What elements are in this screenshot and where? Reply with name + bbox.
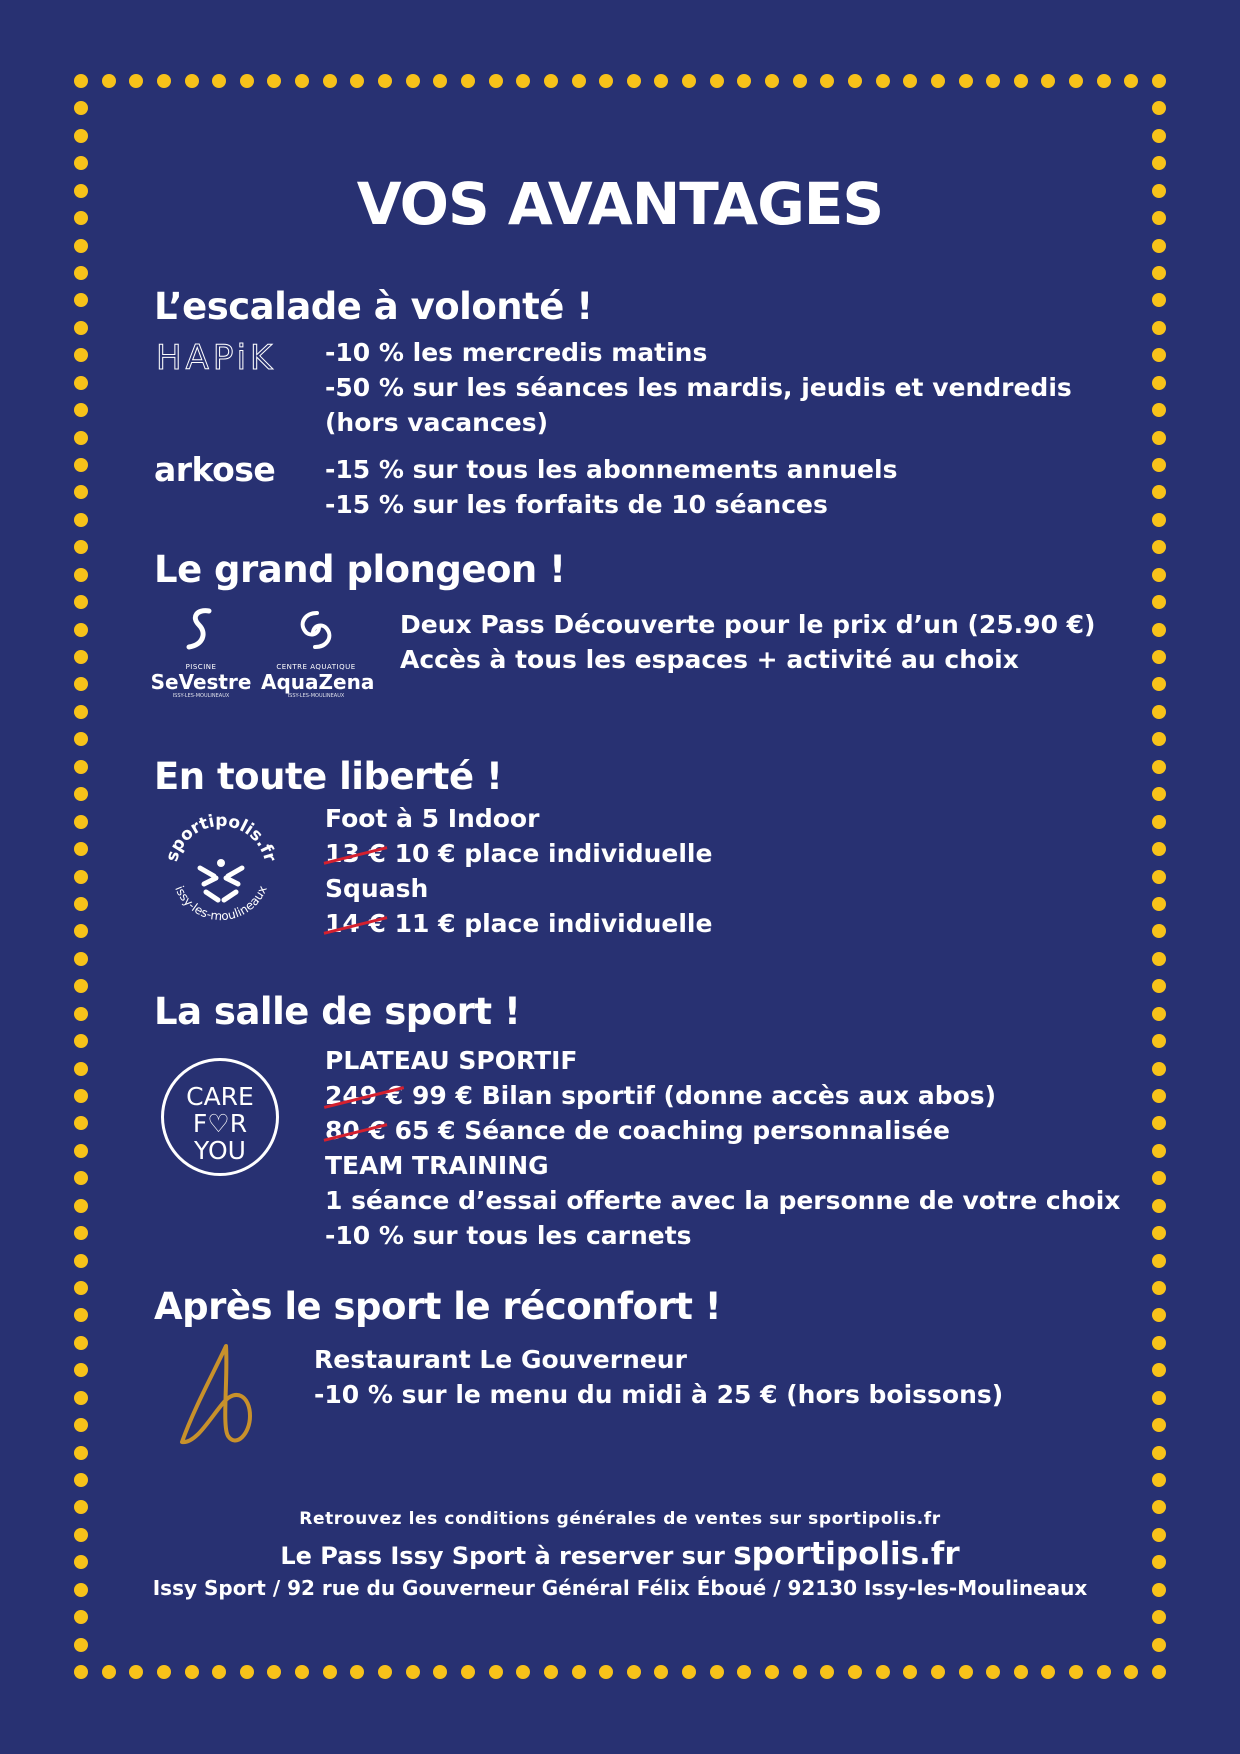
border-dot	[848, 74, 862, 88]
sportipolis-logo-top: sportipolis.fr	[162, 810, 280, 865]
border-dot	[129, 1665, 143, 1679]
border-dot	[74, 650, 88, 664]
border-dot	[461, 1665, 475, 1679]
border-dot	[1152, 129, 1166, 143]
border-dot	[765, 74, 779, 88]
bilan-line	[325, 1078, 1120, 1113]
border-dot	[74, 129, 88, 143]
squash-new-price: 11 € place individuelle	[394, 909, 713, 938]
border-dot	[1152, 458, 1166, 472]
border-dot	[1152, 1171, 1166, 1185]
arkose-logo: arkose	[154, 450, 276, 489]
border-dot	[74, 1171, 88, 1185]
page-title: VOS AVANTAGES	[356, 170, 884, 238]
border-dot	[599, 74, 613, 88]
gym-offers	[325, 1043, 1120, 1253]
border-dot	[627, 74, 641, 88]
border-dot	[74, 1281, 88, 1295]
border-dot	[74, 1391, 88, 1405]
border-dot	[74, 595, 88, 609]
conditions-text: Retrouvez les conditions générales de ventes sur sportipolis.fr	[299, 1509, 941, 1529]
arkose-offer-line: -15 % sur les forfaits de 10 séances	[325, 490, 828, 519]
pool-offer-line: Accès à tous les espaces + activité au choix	[400, 645, 1019, 674]
border-dot	[74, 760, 88, 774]
border-dot	[74, 1665, 88, 1679]
border-dot	[74, 293, 88, 307]
border-dot	[240, 74, 254, 88]
svg-text:issy-les-moulineaux	[172, 884, 270, 924]
border-dot	[1152, 1034, 1166, 1048]
care-for-you-logo-line: F♡R	[192, 1109, 248, 1138]
border-dot	[1152, 1308, 1166, 1322]
border-dot	[765, 1665, 779, 1679]
border-dot	[74, 540, 88, 554]
border-dot	[74, 1062, 88, 1076]
border-dot	[212, 74, 226, 88]
border-dot	[544, 1665, 558, 1679]
border-dot	[74, 376, 88, 390]
border-dot	[74, 1308, 88, 1322]
border-dot	[185, 74, 199, 88]
border-dot	[378, 1665, 392, 1679]
border-dot	[931, 1665, 945, 1679]
border-dot	[1152, 376, 1166, 390]
border-dot	[848, 1665, 862, 1679]
border-dot	[74, 705, 88, 719]
border-dot	[1152, 760, 1166, 774]
border-dot	[1152, 897, 1166, 911]
hapik-offers	[325, 335, 1072, 440]
restaurant-glyph-icon	[170, 1338, 270, 1458]
border-dot	[959, 1665, 973, 1679]
border-dot	[74, 979, 88, 993]
border-dot	[1152, 1144, 1166, 1158]
border-dot	[959, 74, 973, 88]
border-dot	[654, 74, 668, 88]
border-dot	[1152, 1116, 1166, 1130]
border-dot	[820, 1665, 834, 1679]
border-dot	[406, 1665, 420, 1679]
pool-offer-line: Deux Pass Découverte pour le prix d’un (25.90 €)	[400, 610, 1096, 639]
arkose-offer-line: -15 % sur tous les abonnements annuels	[325, 455, 898, 484]
border-dot	[544, 74, 558, 88]
border-dot	[74, 239, 88, 253]
freedom-offers	[325, 801, 712, 941]
border-dot	[1152, 1254, 1166, 1268]
border-dot	[1152, 293, 1166, 307]
sportipolis-figure-icon	[200, 859, 242, 900]
border-dot	[74, 623, 88, 637]
border-dot	[323, 1665, 337, 1679]
border-dot	[1152, 321, 1166, 335]
border-dot	[1152, 485, 1166, 499]
border-dot	[74, 266, 88, 280]
border-dot	[1152, 1336, 1166, 1350]
border-dot	[1152, 74, 1166, 88]
border-dot	[572, 1665, 586, 1679]
hapik-offer-line: -10 % les mercredis matins	[325, 338, 708, 367]
team-line: 1 séance d’essai offerte avec la personne de votre choix	[325, 1186, 1121, 1215]
care-for-you-logo-line: YOU	[194, 1136, 246, 1165]
border-dot	[599, 1665, 613, 1679]
border-dot	[682, 74, 696, 88]
border-dot	[654, 1665, 668, 1679]
border-dot	[1152, 1610, 1166, 1624]
border-dot	[102, 1665, 116, 1679]
restaurant-offer: -10 % sur le menu du midi à 25 € (hors boissons)	[314, 1380, 1004, 1409]
border-dot	[489, 1665, 503, 1679]
foot-old-price: 13 €	[325, 836, 386, 871]
border-dot	[1152, 952, 1166, 966]
squash-old-price: 14 €	[325, 906, 386, 941]
border-dot	[74, 952, 88, 966]
border-dot	[1152, 870, 1166, 884]
border-dot	[876, 74, 890, 88]
border-dot	[74, 1116, 88, 1130]
squash-price-line	[325, 906, 712, 941]
border-dot	[240, 1665, 254, 1679]
border-dot	[1152, 1638, 1166, 1652]
border-dot	[74, 321, 88, 335]
border-dot	[1152, 705, 1166, 719]
border-dot	[1152, 842, 1166, 856]
border-dot	[74, 1446, 88, 1460]
climbing-heading: L’escalade à volonté !	[154, 285, 593, 328]
reserve-line	[0, 1536, 1240, 1572]
pool-heading: Le grand plongeon !	[154, 548, 566, 591]
border-dot	[1152, 787, 1166, 801]
border-dot	[74, 156, 88, 170]
border-dot	[74, 1089, 88, 1103]
border-dot	[1152, 403, 1166, 417]
border-dot	[1152, 431, 1166, 445]
border-dot	[461, 74, 475, 88]
border-dot	[1152, 513, 1166, 527]
border-dot	[74, 1254, 88, 1268]
border-dot	[74, 1199, 88, 1213]
coaching-line	[325, 1113, 1120, 1148]
pool-offers	[400, 607, 1095, 677]
border-dot	[1152, 101, 1166, 115]
restaurant-offers	[314, 1342, 1003, 1412]
border-dot	[267, 74, 281, 88]
border-dot	[433, 74, 447, 88]
border-dot	[74, 1363, 88, 1377]
border-dot	[1152, 348, 1166, 362]
restaurant-logo	[170, 1338, 270, 1462]
squash-label: Squash	[325, 874, 429, 903]
border-dot	[1069, 74, 1083, 88]
plateau-label: PLATEAU SPORTIF	[325, 1046, 578, 1075]
border-dot	[74, 1473, 88, 1487]
border-dot	[74, 1610, 88, 1624]
border-dot	[74, 101, 88, 115]
border-dot	[74, 1007, 88, 1021]
address-text: Issy Sport / 92 rue du Gouverneur Général Félix Éboué / 92130 Issy-les-Moulineaux	[152, 1576, 1088, 1600]
bilan-old-price: 249 €	[325, 1078, 403, 1113]
border-dot	[737, 1665, 751, 1679]
border-dot	[74, 1144, 88, 1158]
border-dot	[1152, 1281, 1166, 1295]
border-dot	[267, 1665, 281, 1679]
border-dot	[74, 431, 88, 445]
border-dot	[295, 1665, 309, 1679]
border-dot	[74, 74, 88, 88]
border-dot	[1152, 650, 1166, 664]
border-dot	[876, 1665, 890, 1679]
border-dot	[793, 1665, 807, 1679]
border-dot	[1152, 924, 1166, 938]
gym-heading: La salle de sport !	[154, 990, 521, 1033]
border-dot	[516, 74, 530, 88]
border-dot	[74, 732, 88, 746]
border-dot	[74, 1638, 88, 1652]
border-dot	[627, 1665, 641, 1679]
care-for-you-logo-line: CARE	[186, 1082, 254, 1111]
border-dot	[433, 1665, 447, 1679]
border-dot	[74, 1226, 88, 1240]
border-dot	[74, 924, 88, 938]
border-dot	[74, 485, 88, 499]
border-dot	[737, 74, 751, 88]
border-dot	[74, 677, 88, 691]
border-dot	[1152, 239, 1166, 253]
restaurant-heading: Après le sport le réconfort !	[154, 1285, 722, 1328]
reserve-site-link[interactable]: sportipolis.fr	[733, 1536, 960, 1572]
sevestre-logo: PISCINE SeVestre ISSY-LES-MOULINEAUX	[146, 605, 256, 699]
border-dot	[74, 897, 88, 911]
border-dot	[1152, 1062, 1166, 1076]
border-dot	[1152, 595, 1166, 609]
border-dot	[1152, 568, 1166, 582]
sevestre-wave-icon	[179, 605, 223, 655]
border-dot	[74, 513, 88, 527]
foot-price-line	[325, 836, 712, 871]
care-for-you-logo	[161, 1058, 279, 1176]
border-dot	[903, 1665, 917, 1679]
border-dot	[1041, 1665, 1055, 1679]
border-dot	[516, 1665, 530, 1679]
border-dot	[1041, 74, 1055, 88]
border-dot	[1152, 1391, 1166, 1405]
border-dot	[1097, 74, 1111, 88]
border-dot	[1152, 1665, 1166, 1679]
border-dot	[157, 74, 171, 88]
border-dot	[1152, 1363, 1166, 1377]
border-dot	[1069, 1665, 1083, 1679]
border-dot	[903, 74, 917, 88]
border-dot	[793, 74, 807, 88]
border-dot	[1014, 1665, 1028, 1679]
border-dot	[295, 74, 309, 88]
border-dot	[986, 1665, 1000, 1679]
border-dot	[74, 348, 88, 362]
border-dot	[74, 458, 88, 472]
border-dot	[74, 815, 88, 829]
border-dot	[710, 1665, 724, 1679]
border-dot	[323, 74, 337, 88]
border-dot	[1152, 1199, 1166, 1213]
freedom-heading: En toute liberté !	[154, 755, 503, 798]
border-dot	[102, 74, 116, 88]
border-dot	[185, 1665, 199, 1679]
team-label: TEAM TRAINING	[325, 1151, 549, 1180]
border-dot	[212, 1665, 226, 1679]
aquazena-logo: CENTRE AQUATIQUE AquaZena ISSY-LES-MOULINEAUX	[261, 605, 371, 699]
border-dot	[1097, 1665, 1111, 1679]
border-dot	[572, 74, 586, 88]
border-dot	[1152, 540, 1166, 554]
border-dot	[931, 74, 945, 88]
foot-new-price: 10 € place individuelle	[394, 839, 713, 868]
border-dot	[710, 74, 724, 88]
border-dot	[157, 1665, 171, 1679]
border-dot	[74, 1336, 88, 1350]
border-dot	[1014, 74, 1028, 88]
border-dot	[74, 403, 88, 417]
border-dot	[1152, 266, 1166, 280]
sportipolis-logo	[158, 808, 284, 938]
border-dot	[1124, 1665, 1138, 1679]
coaching-old-price: 80 €	[325, 1113, 386, 1148]
border-dot	[1152, 1089, 1166, 1103]
hapik-offer-line: -50 % sur les séances les mardis, jeudis et vendredis	[325, 373, 1072, 402]
border-dot	[1152, 1418, 1166, 1432]
foot-label: Foot à 5 Indoor	[325, 804, 540, 833]
border-dot	[74, 787, 88, 801]
border-dot	[1152, 1473, 1166, 1487]
aquazena-wave-icon	[291, 605, 341, 655]
border-dot	[74, 568, 88, 582]
svg-text:sportipolis.fr	[162, 811, 280, 865]
border-dot	[378, 74, 392, 88]
coaching-new-price: 65 € Séance de coaching personnalisée	[394, 1116, 950, 1145]
border-dot	[129, 74, 143, 88]
border-dot	[1152, 1446, 1166, 1460]
sportipolis-logo-bottom: issy-les-moulineaux	[172, 883, 270, 924]
arkose-offers	[325, 452, 897, 522]
border-dot	[74, 1034, 88, 1048]
border-dot	[1152, 815, 1166, 829]
reserve-prefix: Le Pass Issy Sport à reserver sur	[280, 1542, 725, 1570]
border-dot	[986, 74, 1000, 88]
border-dot	[350, 74, 364, 88]
team-line: -10 % sur tous les carnets	[325, 1221, 692, 1250]
hapik-offer-line: (hors vacances)	[325, 408, 549, 437]
bilan-new-price: 99 € Bilan sportif (donne accès aux abos)	[412, 1081, 997, 1110]
border-dot	[1152, 979, 1166, 993]
border-dot	[489, 74, 503, 88]
border-dot	[1152, 156, 1166, 170]
border-dot	[1152, 623, 1166, 637]
border-dot	[1152, 677, 1166, 691]
restaurant-name: Restaurant Le Gouverneur	[314, 1345, 687, 1374]
border-dot	[350, 1665, 364, 1679]
border-dot	[1152, 732, 1166, 746]
hapik-logo: HAPiK	[156, 338, 277, 378]
border-dot	[74, 842, 88, 856]
border-dot	[820, 74, 834, 88]
border-dot	[406, 74, 420, 88]
border-dot	[74, 870, 88, 884]
border-dot	[1152, 1226, 1166, 1240]
border-dot	[682, 1665, 696, 1679]
border-dot	[1124, 74, 1138, 88]
border-dot	[1152, 1007, 1166, 1021]
border-dot	[74, 1418, 88, 1432]
